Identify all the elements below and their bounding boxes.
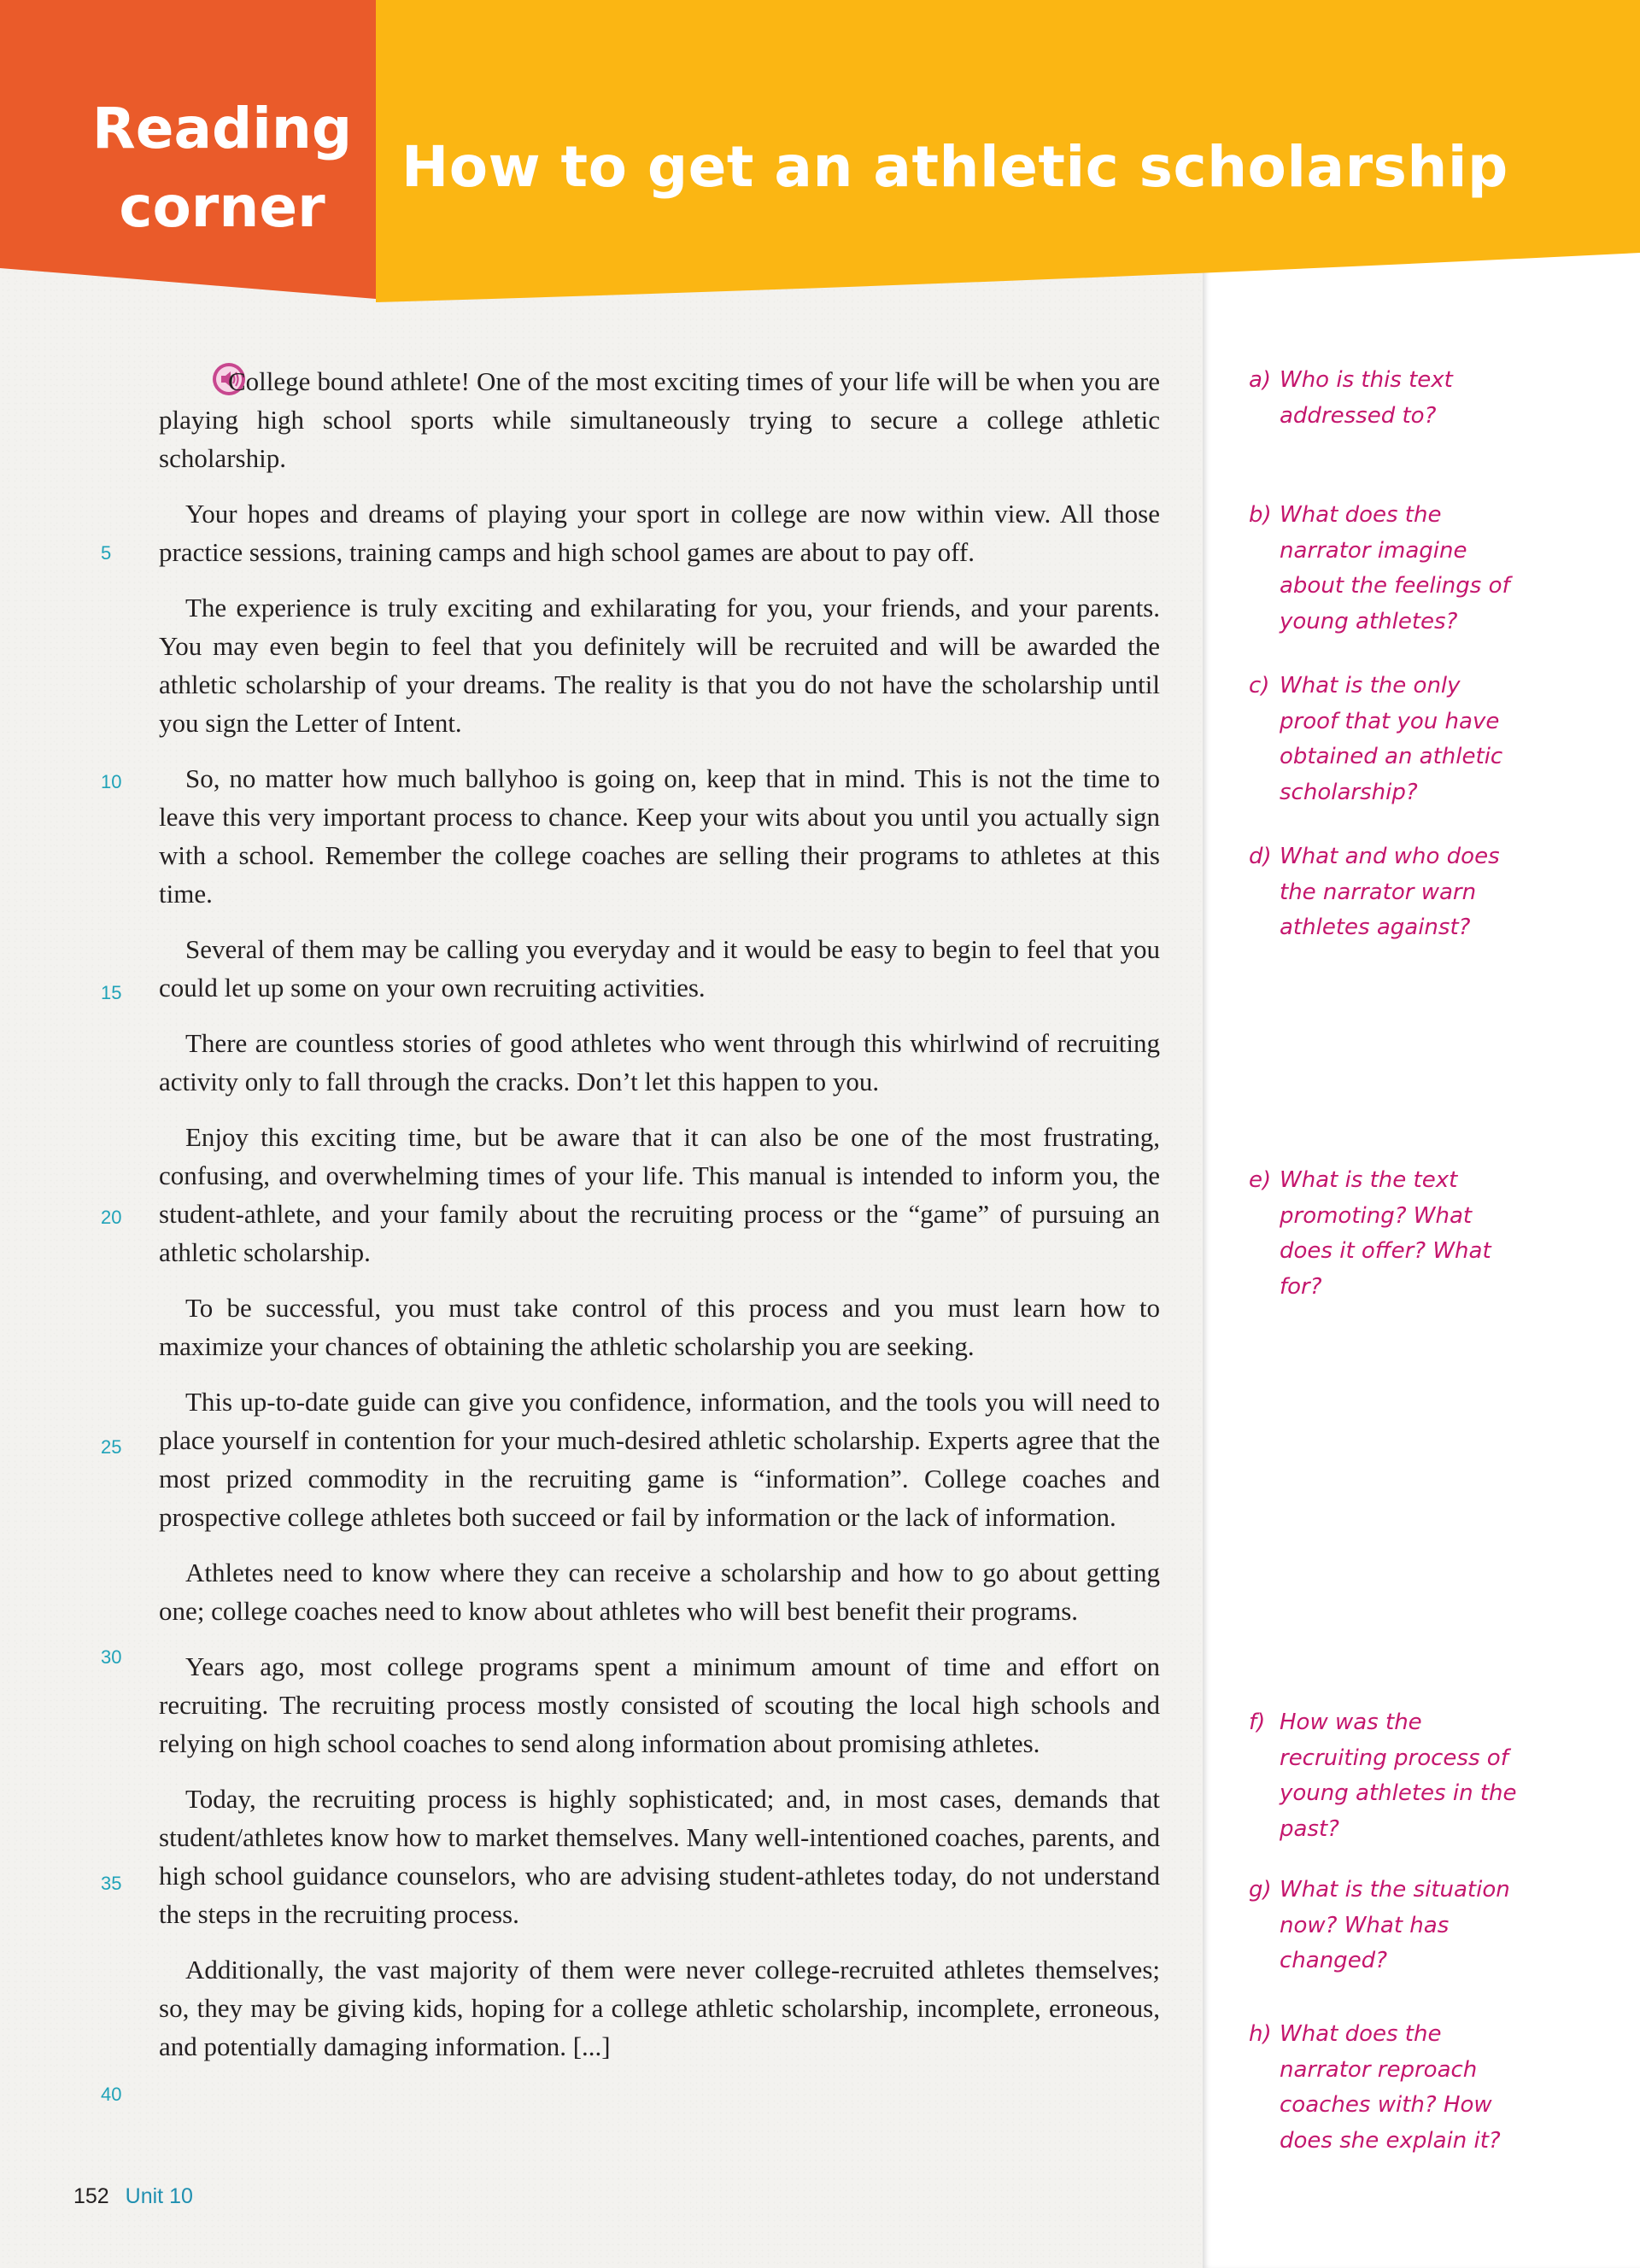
line-number: 30 bbox=[101, 1646, 122, 1668]
page-title: How to get an athletic scholarship bbox=[401, 134, 1508, 200]
paragraph: This up-to-date guide can give you confidence, information, and the tools you will need to place yourself in contention for your much-desired athletic scholarship. Experts agree that the most prized commodity in the recruiting game is “information”. College coaches and prospective college athletes both succeed or fail by information or the lack of information. bbox=[159, 1387, 1160, 1532]
article-text bbox=[159, 362, 1160, 2083]
paragraph: So, no matter how much ballyhoo is going on, keep that in mind. This is not the time to leave this very important process to chance. Keep your wits about you until you actually sign with a school. Remember the college coaches are selling their programs to athletes at this time. bbox=[159, 763, 1160, 909]
paragraph: Additionally, the vast majority of them were never college-recruited athletes themselves; so, they may be giving kids, hoping for a college athletic scholarship, incomplete, erroneous, and potentially damaging information. [...] bbox=[159, 1955, 1160, 2061]
paragraph bbox=[159, 362, 1160, 477]
line-number: 20 bbox=[101, 1207, 122, 1228]
paragraph-text: College bound athlete! One of the most exciting times of your life will be when you are playing high school sports while simultaneously trying to secure a college athletic scholarship. bbox=[159, 366, 1160, 473]
paragraph: There are countless stories of good athletes who went through this whirlwind of recruiting activity only to fall through the cracks. Don’t let this happen to you. bbox=[159, 1028, 1160, 1096]
question-text: What does the narrator imagine about the feelings of young athletes? bbox=[1280, 502, 1510, 634]
question-f bbox=[1249, 1705, 1522, 1847]
question-h bbox=[1249, 2017, 1522, 2159]
question-c bbox=[1249, 669, 1522, 810]
speaker-icon[interactable] bbox=[185, 362, 220, 396]
question-text: What and who does the narrator warn athletes against? bbox=[1280, 844, 1500, 940]
question-letter: d) bbox=[1249, 844, 1272, 869]
question-a bbox=[1249, 363, 1522, 434]
line-number: 15 bbox=[101, 982, 122, 1003]
question-d bbox=[1249, 839, 1522, 946]
line-number: 5 bbox=[101, 542, 112, 564]
question-letter: h) bbox=[1249, 2021, 1272, 2047]
question-text: What does the narrator reproach coaches with? How does she explain it? bbox=[1280, 2021, 1501, 2154]
line-number: 25 bbox=[101, 1436, 122, 1458]
line-number: 40 bbox=[101, 2084, 122, 2105]
question-letter: c) bbox=[1249, 673, 1270, 699]
question-text: Who is this text addressed to? bbox=[1280, 367, 1453, 429]
page-number: 152 bbox=[73, 2184, 109, 2208]
question-g bbox=[1249, 1873, 1522, 1979]
unit-label: Unit 10 bbox=[125, 2184, 193, 2208]
question-letter: a) bbox=[1249, 367, 1272, 393]
question-letter: g) bbox=[1249, 1877, 1272, 1903]
question-b bbox=[1249, 498, 1522, 640]
question-letter: e) bbox=[1249, 1167, 1272, 1193]
page-footer bbox=[73, 2179, 193, 2213]
question-text: What is the situation now? What has changed? bbox=[1280, 1877, 1510, 1973]
paragraph: Several of them may be calling you everyday and it would be easy to begin to feel that you could let up some on your own recruiting activities. bbox=[159, 934, 1160, 1002]
paragraph: Your hopes and dreams of playing your sport in college are now within view. All those practice sessions, training camps and high school games are about to pay off. bbox=[159, 499, 1160, 567]
section-label: Reading corner bbox=[91, 96, 353, 240]
line-number: 10 bbox=[101, 771, 122, 792]
paragraph: Years ago, most college programs spent a minimum amount of time and effort on recruiting. The recruiting process mostly consisted of scouting the local high schools and relying on high school coaches to send along information about promising athletes. bbox=[159, 1651, 1160, 1758]
paragraph: Athletes need to know where they can receive a scholarship and how to go about getting one; college coaches need to know about athletes who will best benefit their programs. bbox=[159, 1558, 1160, 1626]
question-text: What is the only proof that you have obtained an athletic scholarship? bbox=[1280, 673, 1503, 805]
paragraph: Enjoy this exciting time, but be aware that it can also be one of the most frustrating, confusing, and overwhelming times of your life. This manual is intended to inform you, the student-athlete, and your family about the recruiting process or the “game” of pursuing an athletic scholarship. bbox=[159, 1122, 1160, 1267]
paragraph: To be successful, you must take control of this process and you must learn how to maximize your chances of obtaining the athletic scholarship you are seeking. bbox=[159, 1293, 1160, 1361]
question-letter: f) bbox=[1249, 1710, 1266, 1735]
question-e bbox=[1249, 1163, 1522, 1305]
paragraph: The experience is truly exciting and exhilarating for you, your friends, and your parents. You may even begin to feel that you definitely will be recruited and will be awarded the athletic scholarship of your dreams. The reality is that you do not have the scholarship until you sign the Letter of Intent. bbox=[159, 593, 1160, 738]
paragraph: Today, the recruiting process is highly sophisticated; and, in most cases, demands that student/athletes know how to market themselves. Many well-intentioned coaches, parents, and high school guidance counselors, who are advising student-athletes today, do not understand the steps in the recruiting process. bbox=[159, 1784, 1160, 1929]
question-text: How was the recruiting process of young athletes in the past? bbox=[1280, 1710, 1517, 1842]
question-text: What is the text promoting? What does it offer? What for? bbox=[1280, 1167, 1491, 1300]
question-letter: b) bbox=[1249, 502, 1272, 528]
line-number: 35 bbox=[101, 1873, 122, 1894]
